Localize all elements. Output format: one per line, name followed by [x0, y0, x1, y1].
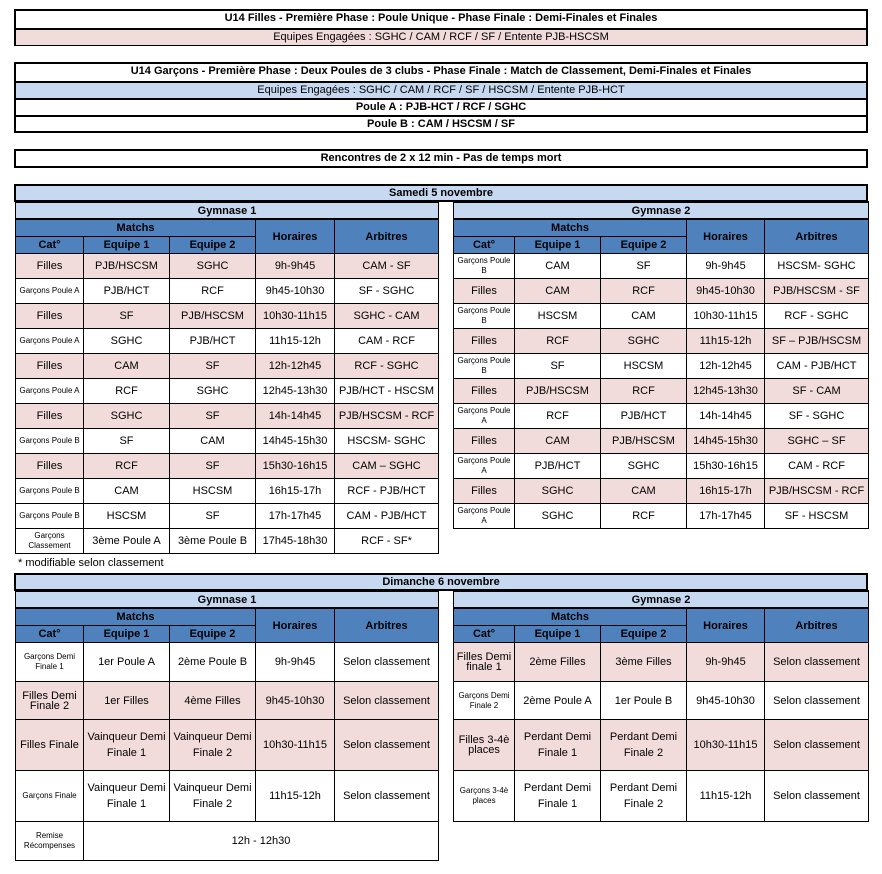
category-cell: Filles Demi Finale 2	[16, 682, 84, 720]
gym-title: Gymnase 2	[454, 202, 869, 219]
time-cell: 14h-14h45	[256, 404, 335, 429]
referees-cell: CAM - RCF	[335, 329, 439, 354]
arbitres-header: Arbitres	[765, 608, 869, 643]
team2-cell: RCF	[170, 279, 256, 304]
schedule-row	[454, 429, 869, 454]
schedule-row	[454, 354, 869, 379]
category-cell: Garçons Poule B	[454, 354, 515, 379]
team1-cell: SGHC	[84, 329, 170, 354]
category-cell: Filles	[454, 279, 515, 304]
team1-cell: SGHC	[515, 504, 601, 529]
schedule-row	[454, 454, 869, 479]
team2-cell: Perdant Demi Finale 2	[601, 720, 687, 771]
u14-filles-box	[14, 9, 868, 46]
schedule-row	[16, 379, 439, 404]
schedule-row	[454, 479, 869, 504]
schedule-row	[16, 429, 439, 454]
time-cell: 9h-9h45	[256, 254, 335, 279]
team2-cell: 1er Poule B	[601, 682, 687, 720]
equipe2-header: Equipe 2	[170, 626, 256, 643]
referees-cell: SF - CAM	[765, 379, 869, 404]
time-cell: 17h-17h45	[256, 504, 335, 529]
horaires-header: Horaires	[256, 608, 335, 643]
poule-b: Poule B : CAM / HSCSM / SF	[16, 115, 866, 132]
cat-header: Cat°	[16, 237, 84, 254]
equipe1-header: Equipe 1	[84, 626, 170, 643]
team2-cell: SF	[170, 454, 256, 479]
time-cell: 10h30-11h15	[256, 720, 335, 771]
team1-cell: 2ème Filles	[515, 643, 601, 682]
u14-garcons-box	[14, 62, 868, 133]
category-cell: Garçons Poule A	[454, 454, 515, 479]
team1-cell: RCF	[84, 379, 170, 404]
team2-cell: HSCSM	[601, 354, 687, 379]
saturday-title: Samedi 5 novembre	[14, 184, 868, 202]
team2-cell: 2ème Poule B	[170, 643, 256, 682]
referees-cell: Selon classement	[765, 643, 869, 682]
time-cell: 9h-9h45	[687, 643, 765, 682]
referees-cell: SF – PJB/HSCSM	[765, 329, 869, 354]
category-cell: Filles	[16, 354, 84, 379]
schedule-row	[16, 479, 439, 504]
schedule-row	[454, 279, 869, 304]
referees-cell: RCF - PJB/HCT	[335, 479, 439, 504]
equipe2-header: Equipe 2	[170, 237, 256, 254]
schedule-row	[16, 329, 439, 354]
category-cell: Garçons Poule B	[454, 254, 515, 279]
time-cell: 14h45-15h30	[687, 429, 765, 454]
category-cell: Filles	[16, 304, 84, 329]
schedule-row	[16, 682, 439, 720]
schedule-row	[454, 771, 869, 822]
team1-cell: Perdant Demi Finale 1	[515, 720, 601, 771]
team2-cell: CAM	[601, 304, 687, 329]
category-cell: Filles	[454, 479, 515, 504]
category-cell: Garçons Poule A	[454, 504, 515, 529]
time-cell: 14h45-15h30	[256, 429, 335, 454]
referees-cell: HSCSM- SGHC	[335, 429, 439, 454]
team2-cell: PJB/HSCSM	[170, 304, 256, 329]
category-cell: Filles	[454, 329, 515, 354]
team2-cell: 3ème Filles	[601, 643, 687, 682]
matchs-header: Matchs	[16, 608, 256, 626]
category-cell: Filles Demi finale 1	[454, 643, 515, 682]
schedule-row	[16, 304, 439, 329]
horaires-header: Horaires	[687, 608, 765, 643]
referees-cell: SGHC – SF	[765, 429, 869, 454]
category-cell: Filles	[16, 454, 84, 479]
team2-cell: CAM	[170, 429, 256, 454]
referees-cell: CAM - RCF	[765, 454, 869, 479]
award-time: 12h - 12h30	[84, 822, 439, 861]
category-cell: Garçons 3-4è places	[454, 771, 515, 822]
category-cell: Filles Finale	[16, 720, 84, 771]
time-cell: 12h45-13h30	[687, 379, 765, 404]
footnote: * modifiable selon classement	[18, 557, 164, 569]
arbitres-header: Arbitres	[335, 608, 439, 643]
schedule-row	[16, 643, 439, 682]
schedule-row	[16, 771, 439, 822]
time-cell: 16h15-17h	[256, 479, 335, 504]
category-cell: Garçons Poule B	[454, 304, 515, 329]
team1-cell: 1er Filles	[84, 682, 170, 720]
award-cat: Remise Récompenses	[16, 822, 84, 861]
schedule-row	[454, 643, 869, 682]
team1-cell: CAM	[515, 429, 601, 454]
time-cell: 11h15-12h	[256, 329, 335, 354]
matchs-header: Matchs	[16, 219, 256, 237]
referees-cell: CAM - PJB/HCT	[765, 354, 869, 379]
u14-garcons-title: U14 Garçons - Première Phase : Deux Poules de 3 clubs - Phase Finale : Match de Classement, Demi-Finales et Finales	[130, 65, 752, 77]
referees-cell: PJB/HSCSM - RCF	[765, 479, 869, 504]
team2-cell: RCF	[601, 379, 687, 404]
time-cell: 10h30-11h15	[256, 304, 335, 329]
team2-cell: CAM	[601, 479, 687, 504]
schedule-row	[454, 682, 869, 720]
equipe2-header: Equipe 2	[601, 237, 687, 254]
schedule-row	[454, 304, 869, 329]
team1-cell: RCF	[515, 404, 601, 429]
team1-cell: CAM	[84, 354, 170, 379]
schedule-row	[454, 720, 869, 771]
team1-cell: PJB/HSCSM	[84, 254, 170, 279]
referees-cell: Selon classement	[335, 682, 439, 720]
schedule-row	[16, 454, 439, 479]
category-cell: Garçons Finale	[16, 771, 84, 822]
team1-cell: 2ème Poule A	[515, 682, 601, 720]
category-cell: Garçons Demi Finale 1	[16, 643, 84, 682]
equipe1-header: Equipe 1	[515, 237, 601, 254]
time-cell: 10h30-11h15	[687, 304, 765, 329]
arbitres-header: Arbitres	[765, 219, 869, 254]
category-cell: Garçons Classement	[16, 529, 84, 554]
time-cell: 9h45-10h30	[687, 682, 765, 720]
team1-cell: CAM	[515, 254, 601, 279]
referees-cell: CAM - SF	[335, 254, 439, 279]
time-cell: 12h-12h45	[687, 354, 765, 379]
team1-cell: SGHC	[84, 404, 170, 429]
team1-cell: SGHC	[515, 479, 601, 504]
schedule-row	[454, 329, 869, 354]
referees-cell: PJB/HCT - HSCSM	[335, 379, 439, 404]
horaires-header: Horaires	[256, 219, 335, 254]
team2-cell: PJB/HCT	[601, 404, 687, 429]
arbitres-header: Arbitres	[335, 219, 439, 254]
gym-title: Gymnase 1	[16, 202, 439, 219]
time-cell: 15h30-16h15	[256, 454, 335, 479]
referees-cell: CAM - PJB/HCT	[335, 504, 439, 529]
schedule-row	[16, 254, 439, 279]
team1-cell: RCF	[515, 329, 601, 354]
team2-cell: SGHC	[170, 254, 256, 279]
rules-text: Rencontres de 2 x 12 min - Pas de temps mort	[320, 152, 562, 164]
time-cell: 9h-9h45	[256, 643, 335, 682]
team1-cell: CAM	[515, 279, 601, 304]
category-cell: Filles 3-4è places	[454, 720, 515, 771]
team2-cell: HSCSM	[170, 479, 256, 504]
cat-header: Cat°	[454, 237, 515, 254]
referees-cell: RCF - SGHC	[765, 304, 869, 329]
team1-cell: Vainqueur Demi Finale 1	[84, 771, 170, 822]
referees-cell: PJB/HSCSM - RCF	[335, 404, 439, 429]
saturday-gym1-table	[15, 201, 439, 554]
team2-cell: SF	[170, 354, 256, 379]
referees-cell: Selon classement	[765, 682, 869, 720]
referees-cell: SGHC - CAM	[335, 304, 439, 329]
referees-cell: PJB/HSCSM - SF	[765, 279, 869, 304]
team2-cell: SGHC	[170, 379, 256, 404]
team2-cell: 4ème Filles	[170, 682, 256, 720]
category-cell: Garçons Poule A	[16, 329, 84, 354]
time-cell: 11h15-12h	[256, 771, 335, 822]
category-cell: Filles	[16, 254, 84, 279]
category-cell: Garçons Poule A	[16, 279, 84, 304]
team1-cell: Perdant Demi Finale 1	[515, 771, 601, 822]
poule-a: Poule A : PJB-HCT / RCF / SGHC	[16, 98, 866, 115]
team2-cell: 3ème Poule B	[170, 529, 256, 554]
team1-cell: RCF	[84, 454, 170, 479]
referees-cell: CAM – SGHC	[335, 454, 439, 479]
category-cell: Garçons Poule B	[16, 504, 84, 529]
equipe2-header: Equipe 2	[601, 626, 687, 643]
team1-cell: SF	[84, 429, 170, 454]
team2-cell: SF	[601, 254, 687, 279]
referees-cell: Selon classement	[335, 720, 439, 771]
schedule-row	[454, 504, 869, 529]
team2-cell: SGHC	[601, 329, 687, 354]
category-cell: Garçons Poule B	[16, 429, 84, 454]
schedule-row	[454, 404, 869, 429]
referees-cell: Selon classement	[765, 771, 869, 822]
schedule-row	[454, 379, 869, 404]
team1-cell: 1er Poule A	[84, 643, 170, 682]
team1-cell: HSCSM	[515, 304, 601, 329]
team2-cell: RCF	[601, 279, 687, 304]
gym-title: Gymnase 2	[454, 591, 869, 608]
team2-cell: Vainqueur Demi Finale 2	[170, 771, 256, 822]
time-cell: 9h45-10h30	[687, 279, 765, 304]
team1-cell: HSCSM	[84, 504, 170, 529]
category-cell: Garçons Poule A	[16, 379, 84, 404]
team2-cell: RCF	[601, 504, 687, 529]
category-cell: Garçons Poule B	[16, 479, 84, 504]
schedule-row	[454, 254, 869, 279]
category-cell: Filles	[454, 379, 515, 404]
u14-filles-teams: Equipes Engagées : SGHC / CAM / RCF / SF / Entente PJB-HSCSM	[16, 28, 866, 45]
category-cell: Filles	[16, 404, 84, 429]
team1-cell: 3ème Poule A	[84, 529, 170, 554]
equipe1-header: Equipe 1	[515, 626, 601, 643]
team1-cell: Vainqueur Demi Finale 1	[84, 720, 170, 771]
matchs-header: Matchs	[454, 219, 687, 237]
horaires-header: Horaires	[687, 219, 765, 254]
time-cell: 12h-12h45	[256, 354, 335, 379]
time-cell: 9h45-10h30	[256, 279, 335, 304]
category-cell: Garçons Demi Finale 2	[454, 682, 515, 720]
category-cell: Garçons Poule A	[454, 404, 515, 429]
schedule-row	[16, 354, 439, 379]
team2-cell: SGHC	[601, 454, 687, 479]
time-cell: 10h30-11h15	[687, 720, 765, 771]
team2-cell: PJB/HSCSM	[601, 429, 687, 454]
time-cell: 9h-9h45	[687, 254, 765, 279]
schedule-row	[16, 529, 439, 554]
time-cell: 9h45-10h30	[256, 682, 335, 720]
team1-cell: SF	[515, 354, 601, 379]
time-cell: 17h45-18h30	[256, 529, 335, 554]
schedule-row	[16, 504, 439, 529]
u14-filles-title: U14 Filles - Première Phase : Poule Unique - Phase Finale : Demi-Finales et Finales	[224, 12, 658, 24]
time-cell: 16h15-17h	[687, 479, 765, 504]
team1-cell: SF	[84, 304, 170, 329]
team1-cell: PJB/HCT	[84, 279, 170, 304]
referees-cell: SF - SGHC	[335, 279, 439, 304]
team1-cell: PJB/HCT	[515, 454, 601, 479]
matchs-header: Matchs	[454, 608, 687, 626]
sunday-gym2-table	[453, 590, 869, 822]
schedule-row	[16, 720, 439, 771]
referees-cell: RCF - SGHC	[335, 354, 439, 379]
gym-title: Gymnase 1	[16, 591, 439, 608]
team2-cell: PJB/HCT	[170, 329, 256, 354]
sunday-gym1-table	[15, 590, 439, 861]
time-cell: 14h-14h45	[687, 404, 765, 429]
cat-header: Cat°	[454, 626, 515, 643]
u14-garcons-teams: Equipes Engagées : SGHC / CAM / RCF / SF / HSCSM / Entente PJB-HCT	[16, 81, 866, 98]
team1-cell: PJB/HSCSM	[515, 379, 601, 404]
category-cell: Filles	[454, 429, 515, 454]
referees-cell: Selon classement	[765, 720, 869, 771]
referees-cell: SF - SGHC	[765, 404, 869, 429]
team1-cell: CAM	[84, 479, 170, 504]
sunday-title: Dimanche 6 novembre	[14, 573, 868, 591]
referees-cell: Selon classement	[335, 643, 439, 682]
referees-cell: RCF - SF*	[335, 529, 439, 554]
team2-cell: Perdant Demi Finale 2	[601, 771, 687, 822]
team2-cell: SF	[170, 504, 256, 529]
time-cell: 11h15-12h	[687, 329, 765, 354]
saturday-gym2-table	[453, 201, 869, 529]
rules-box	[14, 149, 868, 168]
schedule-row	[16, 404, 439, 429]
equipe1-header: Equipe 1	[84, 237, 170, 254]
schedule-row	[16, 279, 439, 304]
time-cell: 12h45-13h30	[256, 379, 335, 404]
referees-cell: HSCSM- SGHC	[765, 254, 869, 279]
referees-cell: SF - HSCSM	[765, 504, 869, 529]
team2-cell: SF	[170, 404, 256, 429]
cat-header: Cat°	[16, 626, 84, 643]
time-cell: 17h-17h45	[687, 504, 765, 529]
team2-cell: Vainqueur Demi Finale 2	[170, 720, 256, 771]
time-cell: 15h30-16h15	[687, 454, 765, 479]
referees-cell: Selon classement	[335, 771, 439, 822]
time-cell: 11h15-12h	[687, 771, 765, 822]
